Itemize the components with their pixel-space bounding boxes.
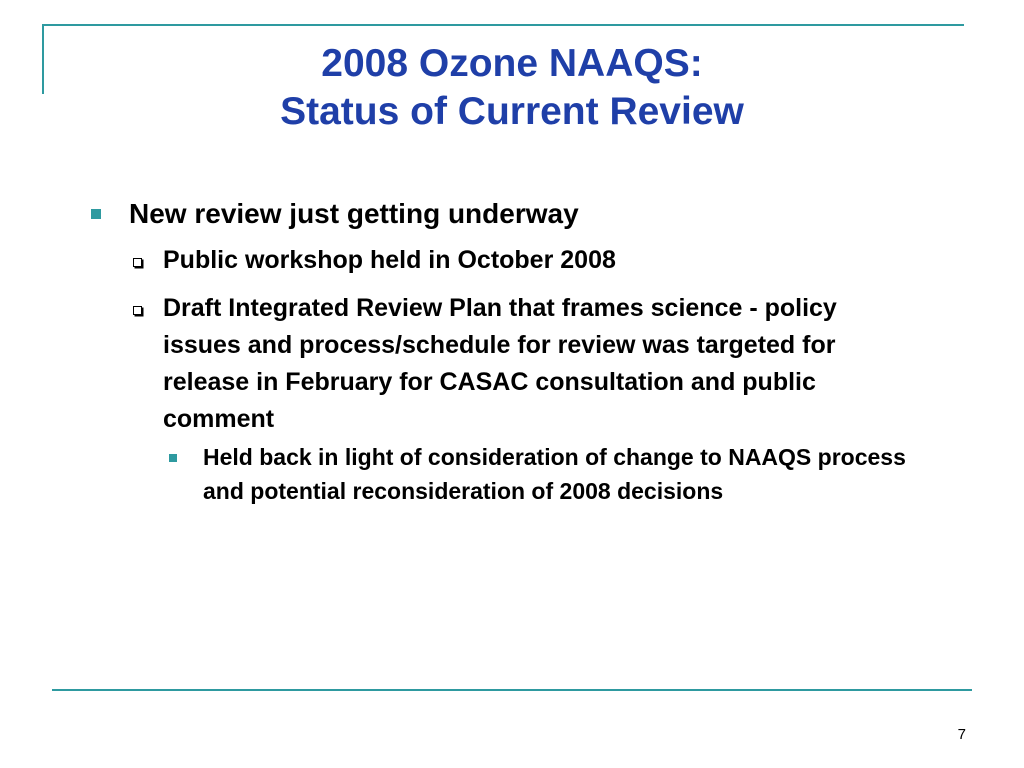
- slide-title: [0, 40, 1024, 136]
- bullet-text: Public workshop held in October 2008: [163, 246, 616, 274]
- hollow-square-bullet-icon: [129, 242, 163, 279]
- bullet-text: Draft Integrated Review Plan that frames science - policy issues and process/schedule for review was targeted for release in February for CASAC consultation and public comment: [163, 294, 837, 433]
- bullet-item-level3: [163, 440, 944, 508]
- bullet-list: [84, 192, 944, 508]
- hollow-square-bullet-icon: [129, 290, 163, 327]
- title-line-1: 2008 Ozone NAAQS:: [321, 42, 703, 85]
- title-line-2: Status of Current Review: [280, 90, 744, 133]
- bullet-item-level2: [129, 242, 944, 279]
- bullet-text: Held back in light of consideration of change to NAAQS process and potential reconsideration of 2008 decisions: [203, 444, 906, 504]
- frame-bottom-rule: [52, 689, 972, 691]
- frame-top-rule: [42, 24, 964, 26]
- square-bullet-icon: [84, 192, 129, 236]
- square-bullet-icon: [163, 440, 203, 474]
- bullet-item-level1: [84, 192, 944, 236]
- page-number: 7: [957, 726, 966, 743]
- bullet-item-level2: [129, 290, 944, 438]
- bullet-text: New review just getting underway: [129, 198, 579, 229]
